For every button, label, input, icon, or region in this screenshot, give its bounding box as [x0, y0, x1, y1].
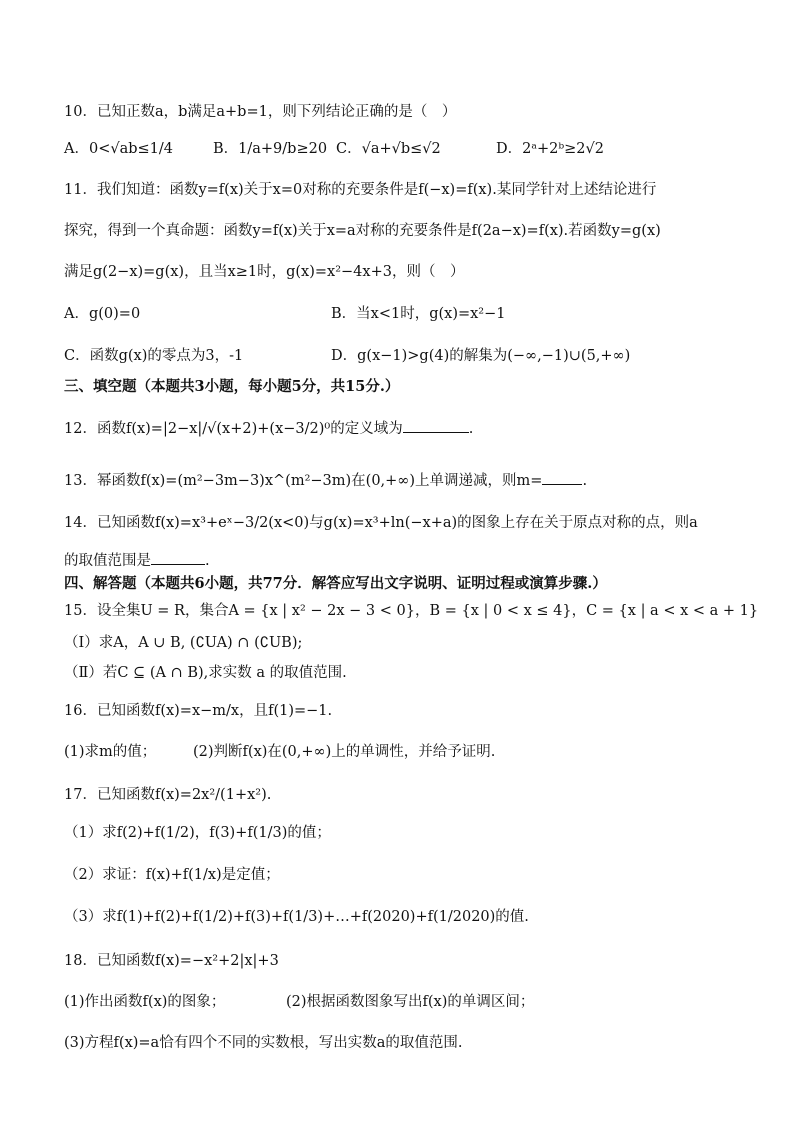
- q15-part-1: （Ⅰ）求A，A ∪ B, (∁UA) ∩ (∁UB);: [64, 635, 303, 651]
- q12: [64, 418, 734, 440]
- q15-line-1: 15．设全集U = R，集合A = {x | x² − 2x − 3 < 0}，B = {x | 0 < x ≤ 4}，C = {x | a < x < a + 1}: [64, 603, 759, 619]
- q11-option-d: D．g(x−1)>g(4)的解集为(−∞,−1)∪(5,+∞): [331, 348, 631, 364]
- q14-answer-blank[interactable]: [151, 550, 205, 565]
- q11-line-3: 满足g(2−x)=g(x)，且当x≥1时，g(x)=x²−4x+3，则（ ）: [64, 264, 465, 280]
- q16-line-1: 16．已知函数f(x)=x−m/x，且f(1)=−1.: [64, 703, 333, 719]
- q10-option-d: D．2ᵃ+2ᵇ≥2√2: [496, 141, 604, 157]
- q16-part-2: (2)判断f(x)在(0,+∞)上的单调性，并给予证明.: [193, 744, 496, 760]
- q13: [64, 470, 734, 492]
- q18-part-3: (3)方程f(x)=a恰有四个不同的实数根，写出实数a的取值范围.: [64, 1035, 463, 1051]
- q11-line-2: 探究，得到一个真命题：函数y=f(x)关于x=a对称的充要条件是f(2a−x)=f(x).若函数y=g(x): [64, 223, 661, 239]
- q14-line-2: [64, 550, 734, 572]
- q17-part-3: （3）求f(1)+f(2)+f(1/2)+f(3)+f(1/3)+…+f(2020)+f(1/2020)的值.: [64, 909, 529, 925]
- q10-stem: 10．已知正数a，b满足a+b=1，则下列结论正确的是（ ）: [64, 104, 457, 120]
- q12-end: .: [468, 421, 474, 437]
- q11-option-a: A．g(0)=0: [64, 306, 141, 322]
- q17-part-2: （2）求证：f(x)+f(1/x)是定值；: [64, 867, 280, 883]
- q18-line-1: 18．已知函数f(x)=−x²+2|x|+3: [64, 953, 279, 969]
- section-3-title: 三、填空题: [64, 378, 137, 395]
- q11-option-b: B．当x<1时，g(x)=x²−1: [331, 306, 506, 322]
- section-3-header: [64, 376, 734, 398]
- q12-answer-blank[interactable]: [403, 418, 469, 433]
- q18-part-2: (2)根据函数图象写出f(x)的单调区间；: [286, 994, 535, 1010]
- section-4-header: [64, 573, 734, 595]
- q11-line-1: 11．我们知道：函数y=f(x)关于x=0对称的充要条件是f(−x)=f(x).某同学针对上述结论进行: [64, 182, 657, 198]
- q16-part-1: (1)求m的值；: [64, 744, 157, 760]
- q17-line-1: 17．已知函数f(x)=2x²/(1+x²).: [64, 787, 272, 803]
- q14-text: 的取值范围是: [64, 553, 151, 569]
- q11-option-c: C．函数g(x)的零点为3，-1: [64, 348, 244, 364]
- q18-part-1: (1)作出函数f(x)的图象；: [64, 994, 226, 1010]
- q17-part-1: （1）求f(2)+f(1/2)，f(3)+f(1/3)的值；: [64, 825, 331, 841]
- q10-option-a: A．0<√ab≤1/4: [64, 141, 173, 157]
- q14-line-1: 14．已知函数f(x)=x³+eˣ−3/2(x<0)与g(x)=x³+ln(−x+a)的图象上存在关于原点对称的点，则a: [64, 515, 698, 531]
- q15-part-2: （Ⅱ）若C ⊆ (A ∩ B),求实数 a 的取值范围.: [64, 665, 347, 681]
- section-4-note: （本题共6小题，共77分．解答应写出文字说明、证明过程或演算步骤.）: [136, 575, 607, 592]
- section-4-title: 四、解答题: [64, 575, 137, 592]
- q14-end: .: [205, 553, 210, 569]
- q10-option-b: B．1/a+9/b≥20: [213, 141, 328, 157]
- q10-option-c: C．√a+√b≤√2: [336, 141, 441, 157]
- section-3-note: （本题共3小题，每小题5分，共15分.）: [136, 378, 400, 395]
- q13-end: .: [582, 473, 588, 489]
- q13-text: 13．幂函数f(x)=(m²−3m−3)x^(m²−3m)在(0,+∞)上单调递减，则m=: [64, 473, 543, 489]
- q13-answer-blank[interactable]: [542, 470, 582, 485]
- q12-text: 12．函数f(x)=|2−x|/√(x+2)+(x−3/2)⁰的定义域为: [64, 421, 403, 437]
